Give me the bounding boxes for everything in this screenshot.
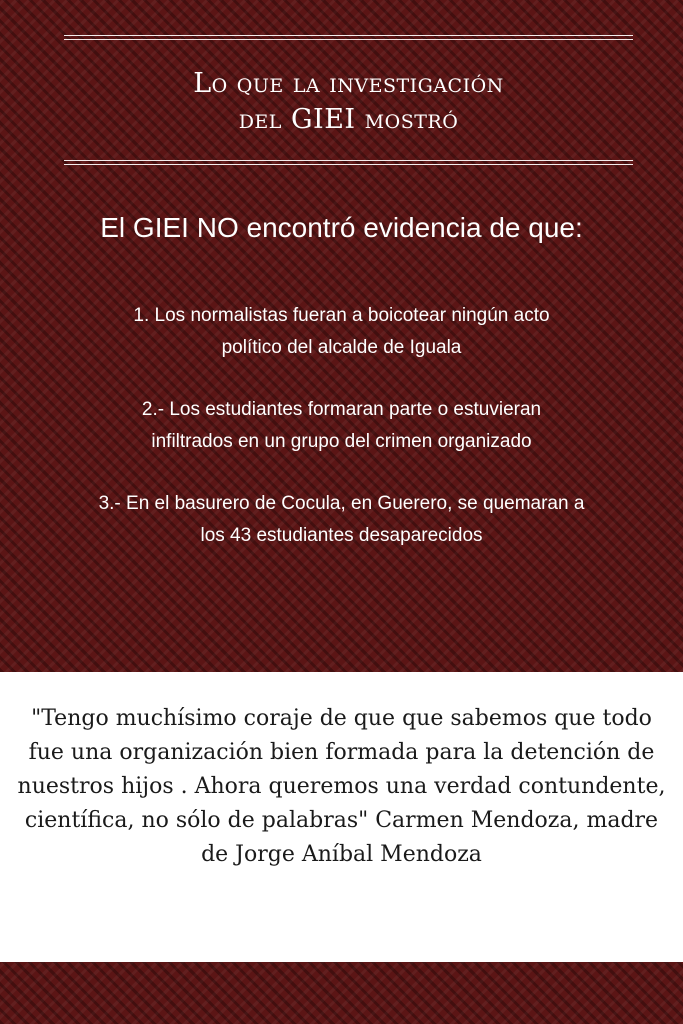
quote-panel [0, 672, 683, 962]
title-line-2: del GIEI mostró [238, 104, 459, 135]
title-line-1: Lo que la investigación [193, 68, 504, 99]
bottom-divider [64, 160, 633, 165]
section-subtitle: El GIEI NO encontró evidencia de que: [100, 212, 583, 243]
finding-item: 3.- En el basurero de Cocula, en Guerero, se quemaran a los 43 estudiantes desaparecidos [98, 493, 585, 546]
finding-item: 1. Los normalistas fueran a boicotear ningún acto político del alcalde de Iguala [133, 305, 550, 358]
page-title [64, 66, 633, 138]
top-divider [64, 35, 633, 40]
footer-band [0, 962, 683, 1024]
findings-list [20, 300, 663, 582]
quote-text: "Tengo muchísimo coraje de que que sabemos que todo fue una organización bien formada para la detención de nuestros hijos . Ahora queremos una verdad contundente, científica, no sólo de palabras" Carmen Mendoza, madre de Jorge Aníbal Mendoza [17, 706, 666, 867]
finding-item: 2.- Los estudiantes formaran parte o estuvieran infiltrados en un grupo del crimen organizado [141, 399, 542, 452]
